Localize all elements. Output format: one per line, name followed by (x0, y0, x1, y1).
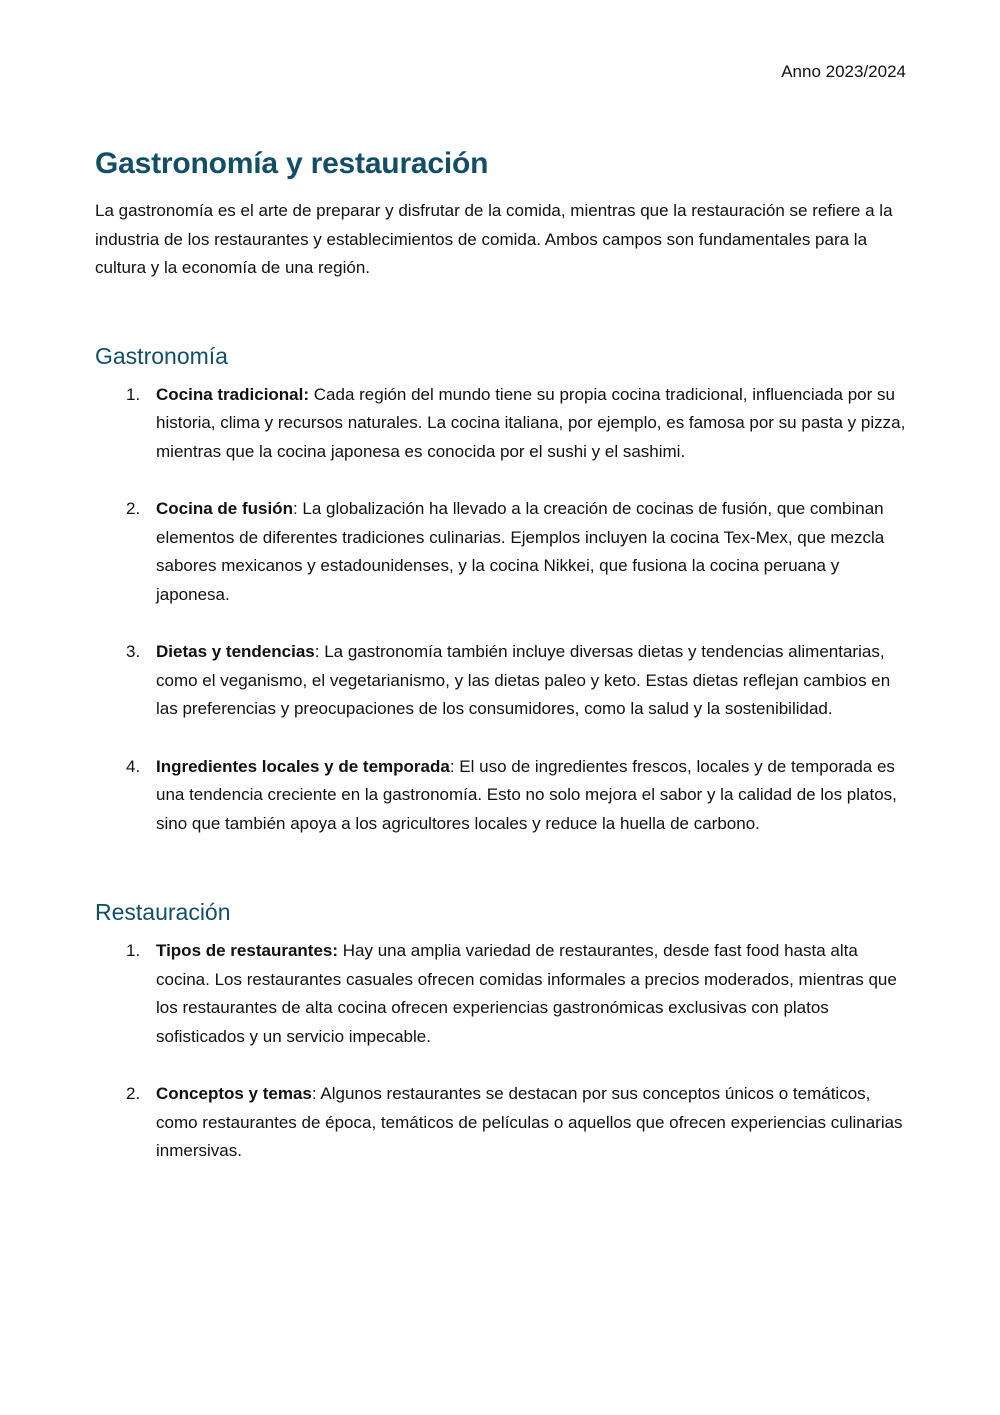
list-item (95, 937, 907, 1051)
list-item (95, 495, 907, 609)
list-item-number: 2. (126, 499, 141, 518)
list-item-number: 3. (126, 642, 141, 661)
numbered-list (95, 937, 907, 1166)
list-item-text: : La globalización ha llevado a la creación de cocinas de fusión, que combinan elementos de diferentes tradiciones culinarias. Ejemplos incluyen la cocina Tex-Mex, que mezcla sabores mexicanos y estadounidenses, y la cocina Nikkei, que fusiona la cocina peruana y japonesa. (156, 499, 885, 604)
header-year: Anno 2023/2024 (781, 62, 906, 81)
list-item-number: 1. (126, 941, 141, 960)
list-item (95, 381, 907, 467)
document-body (95, 145, 907, 1166)
list-item-text: Cada región del mundo tiene su propia cocina tradicional, influenciada por su historia, clima y recursos naturales. La cocina italiana, por ejemplo, es famosa por su pasta y pizza, mientras que la cocina japonesa es conocida por el sushi y el sashimi. (156, 384, 906, 461)
list-item-term: Cocina tradicional: (156, 384, 310, 404)
intro-paragraph: La gastronomía es el arte de preparar y disfrutar de la comida, mientras que la restauración se refiere a la industria de los restaurantes y establecimientos de comida. Ambos campos son fundamentales para la cultura y la economía de una región. (95, 201, 893, 277)
list-item-number: 1. (126, 384, 141, 404)
section-heading: Restauración (95, 899, 231, 925)
list-item-term: Tipos de restaurantes: (156, 941, 339, 960)
list-item-text: : La gastronomía también incluye diversas dietas y tendencias alimentarias, como el veganismo, el vegetarianismo, y las dietas paleo y keto. Estas dietas reflejan cambios en las preferencias y preocupaciones de los consumidores, como la salud y la sostenibilidad. (156, 642, 891, 718)
list-item-term: Conceptos y temas (156, 1084, 312, 1103)
numbered-list (95, 381, 907, 839)
list-item-number: 4. (126, 756, 141, 776)
list-item (95, 1080, 907, 1166)
list-item-term: Ingredientes locales y de temporada (156, 756, 450, 776)
section-gastronomia (95, 341, 907, 839)
list-item (95, 753, 907, 839)
section-heading: Gastronomía (95, 342, 228, 369)
document-title: Gastronomía y restauración (95, 147, 489, 180)
list-item-text: : Algunos restaurantes se destacan por sus conceptos únicos o temáticos, como restaurantes de época, temáticos de películas o aquellos que ofrecen experiencias culinarias inmersivas. (156, 1084, 903, 1160)
list-item-term: Cocina de fusión (156, 499, 293, 518)
list-item (95, 638, 907, 724)
section-restauracion (95, 897, 907, 1166)
list-item-term: Dietas y tendencias (156, 642, 315, 661)
list-item-text: Hay una amplia variedad de restaurantes, desde fast food hasta alta cocina. Los restaurantes casuales ofrecen comidas informales a precios moderados, mientras que los restaurantes de alta cocina ofrecen experiencias gastronómicas exclusivas con platos sofisticados y un servicio impecable. (156, 941, 897, 1046)
list-item-text: : El uso de ingredientes frescos, locales y de temporada es una tendencia creciente en la gastronomía. Esto no solo mejora el sabor y la calidad de los platos, sino que también apoya a los agricultores locales y reduce la huella de carbono. (156, 756, 897, 833)
list-item-number: 2. (126, 1084, 141, 1103)
